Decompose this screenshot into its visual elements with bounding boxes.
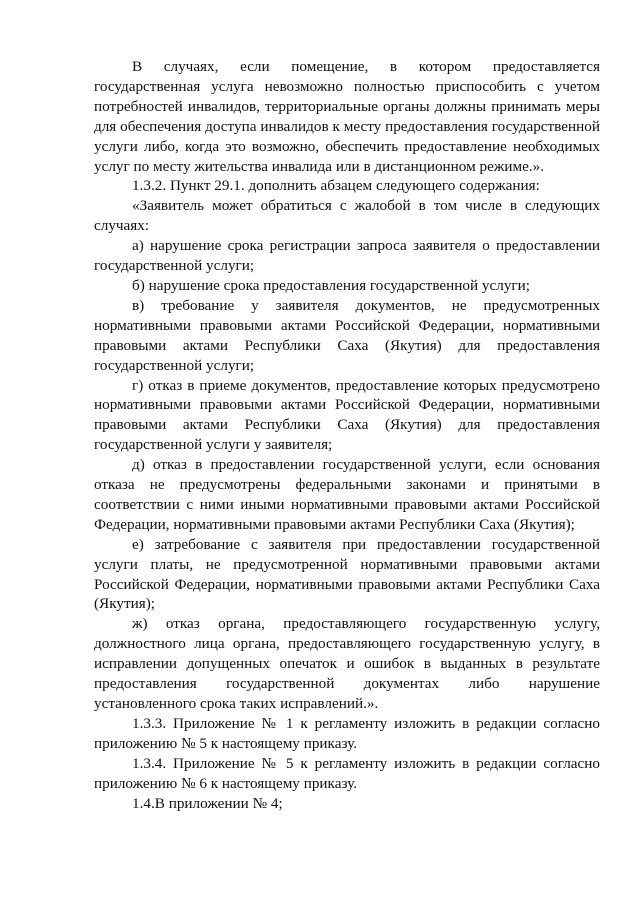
- paragraph-item-1-3-3: 1.3.3. Приложение № 1 к регламенту изложить в редакции согласно приложению № 5 к настоящему приказу.: [94, 714, 600, 752]
- paragraph-item-zh: ж) отказ органа, предоставляющего государственную услугу, должностного лица органа, предоставляющего государственную услугу, в исправлении допущенных опечаток и ошибок в выданных в результате предоставления государственной документах либо нарушение установленного срока таких исправлений.».: [94, 615, 600, 712]
- paragraph-item-b: б) нарушение срока предоставления государственной услуги;: [132, 276, 530, 294]
- paragraph-item-1-4: 1.4.В приложении № 4;: [132, 794, 283, 812]
- paragraph-item-d: д) отказ в предоставлении государственной услуги, если основания отказа не предусмотрены федеральными законами и принятыми в соответствии с ними иными нормативными правовыми актами Российской Федерации, нормативными правовыми актами Республики Саха (Якутия);: [94, 456, 600, 533]
- paragraph-item-1-3-4: 1.3.4. Приложение № 5 к регламенту изложить в редакции согласно приложению № 6 к настоящему приказу.: [94, 754, 600, 792]
- paragraph-item-v: в) требование у заявителя документов, не предусмотренных нормативными правовыми актами Российской Федерации, нормативными правовыми актами Республики Саха (Якутия) для предоставления государственной услуги;: [94, 296, 600, 374]
- paragraph-item-a: а) нарушение срока регистрации запроса заявителя о предоставлении государственной услуги;: [94, 237, 600, 275]
- paragraph-item-g: г) отказ в приеме документов, предоставление которых предусмотрено нормативными правовыми актами Российской Федерации, нормативными правовыми актами Республики Саха (Якутия) для предоставления государственной услуги у заявителя;: [94, 376, 600, 454]
- paragraph-complaint-intro: «Заявитель может обратиться с жалобой в том числе в следующих случаях:: [94, 197, 600, 235]
- paragraph-item-1-3-2: 1.3.2. Пункт 29.1. дополнить абзацем следующего содержания:: [132, 177, 540, 195]
- document-body: [94, 57, 600, 813]
- paragraph-item-e: е) затребование с заявителя при предоставлении государственной услуги платы, не предусмотренной нормативными правовыми актами Российской Федерации, нормативными правовыми актами Республики Саха (Якутия);: [94, 535, 600, 613]
- paragraph-disabled-access: В случаях, если помещение, в котором предоставляется государственная услуга невозможно полностью приспособить с учетом потребностей инвалидов, территориальные органы должны принимать меры для обеспечения доступа инвалидов к месту предоставления государственной услуги либо, когда это возможно, обеспечить предоставление необходимых услуг по месту жительства инвалида или в дистанционном режиме.».: [94, 58, 600, 175]
